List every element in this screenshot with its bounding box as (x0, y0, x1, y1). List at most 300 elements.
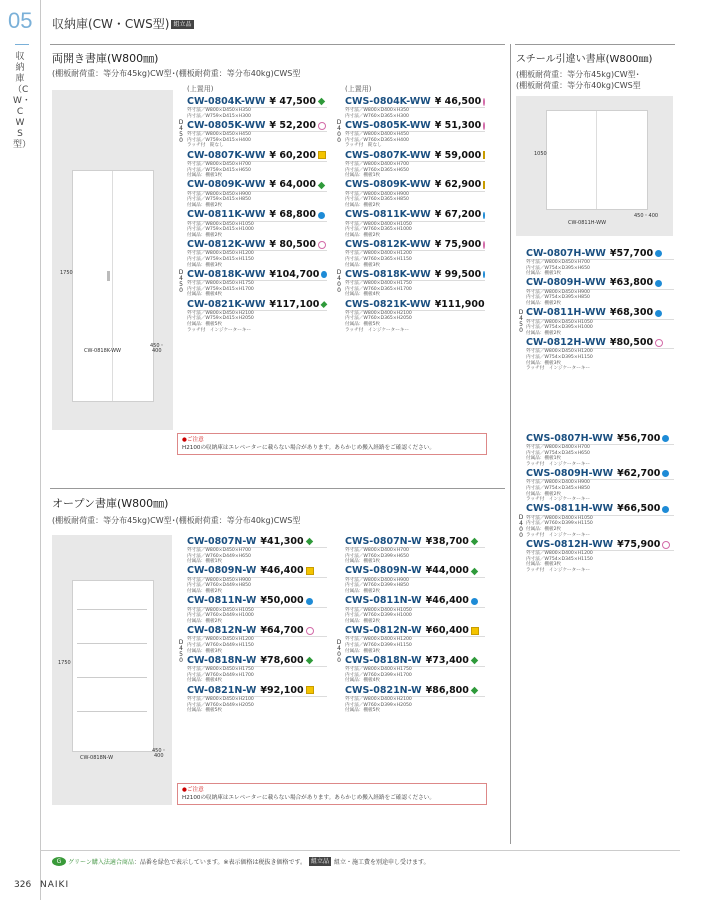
product-entry (526, 248, 674, 277)
product-model: CWS-0821N-W (345, 684, 422, 696)
product-model: CWS-0821K-WW (345, 298, 431, 310)
product-model: CW-0812N-W (187, 625, 257, 637)
circle-mark-icon (321, 271, 327, 278)
product-entry (345, 655, 485, 684)
product-entry (345, 150, 485, 179)
product-entry (345, 299, 485, 333)
product-spec-line: ラッチ付 錠なし (187, 143, 224, 149)
product-spec-line: 外寸法／W800×D400×H1200 (345, 637, 412, 643)
product-spec-line: 内寸法／W760×D365×H2050 (345, 316, 412, 322)
product-spec-line: 内寸法／W760×D399×H2050 (345, 702, 412, 708)
product-header (345, 239, 485, 251)
product-spec-line: ラッチ付 インジケーターキー (526, 532, 591, 538)
footer-note (52, 857, 430, 866)
sec3-rule (515, 44, 675, 45)
product-model: CW-0807K-WW (187, 149, 266, 161)
product-model: CW-0812K-WW (187, 239, 266, 251)
product-header (187, 239, 327, 251)
side-accent-bar (15, 44, 29, 45)
product-header (187, 299, 327, 311)
product-spec-line: 付属品：棚板5枚 (345, 322, 381, 328)
product-header (526, 433, 674, 445)
product-entry (187, 210, 327, 239)
product-spec-line: ラッチ付 錠なし (345, 143, 382, 149)
ring-mark-icon (483, 241, 485, 249)
product-price: ¥ 51,300 (434, 119, 482, 131)
product-model: CWS-0811K-WW (345, 209, 431, 221)
product-spec-line: 外寸法／W800×D450×H450 (187, 132, 251, 138)
product-model: CW-0804K-WW (187, 95, 266, 107)
product-header (345, 269, 485, 281)
product-spec-line: 外寸法／W800×D450×H700 (526, 260, 590, 265)
product-spec-line: 付属品：棚板2枚 (187, 618, 223, 624)
product-price: ¥64,700 (260, 625, 304, 637)
sec2-subtitle: (棚板耐荷重：等分布45kg)CW型･(棚板耐荷重：等分布40kg)CWS型 (52, 516, 301, 525)
product-price: ¥46,400 (425, 595, 469, 607)
product-model: CWS-0807H-WW (526, 432, 614, 444)
product-spec-line: 内寸法／W760×D399×H850 (345, 583, 409, 589)
product-price: ¥ 64,000 (269, 179, 316, 191)
product-spec-line: 内寸法／W760×D365×H850 (345, 197, 409, 203)
page-number: 326 (14, 880, 32, 890)
product-header (345, 625, 485, 637)
product-spec-line: 内寸法／W759×D415×H1150 (187, 256, 254, 262)
product-spec-line: 付属品：棚板2枚 (526, 491, 562, 497)
product-model: CWS-0804K-WW (345, 95, 431, 107)
product-model: CWS-0809N-W (345, 565, 422, 577)
product-spec-line: 内寸法／W760×D399×H1150 (526, 521, 593, 527)
diamond-mark-icon (318, 98, 325, 105)
product-model: CW-0809K-WW (187, 179, 266, 191)
product-header (345, 685, 485, 697)
product-model: CW-0811H-WW (526, 307, 606, 319)
product-entry (187, 150, 327, 179)
product-price: ¥92,100 (260, 684, 304, 696)
product-entry (526, 504, 674, 538)
sec3-title: スチール引違い書庫(W800㎜) (516, 54, 653, 65)
product-spec-line: 内寸法／W754×D395×H850 (526, 295, 590, 301)
product-header (345, 566, 485, 578)
product-model: CW-0807N-W (187, 535, 257, 547)
product-spec-line: 内寸法／W754×D395×H1000 (526, 325, 593, 331)
product-spec-line: 付属品：棚板1枚 (187, 559, 223, 565)
product-spec-line: 外寸法／W800×D400×H450 (345, 132, 409, 138)
square-mark-icon (306, 567, 314, 575)
product-spec-line: 外寸法／W800×D400×H1200 (526, 551, 593, 557)
product-model: CWS-0807K-WW (345, 149, 431, 161)
product-price: ¥78,600 (260, 654, 304, 666)
product-header (345, 210, 485, 222)
product-spec-line: 内寸法／W760×D449×H2050 (187, 702, 254, 708)
sec2-depth-dim-2: 400 (154, 753, 164, 759)
product-spec-line: 外寸法／W800×D400×H2100 (345, 696, 412, 702)
circle-mark-icon (662, 470, 669, 477)
product-entry (345, 239, 485, 268)
circle-mark-icon (662, 435, 669, 442)
product-header (187, 269, 327, 281)
product-spec-line: 付属品：棚板5枚 (187, 322, 223, 328)
sec3-image-model: CW-0811H-WW (568, 220, 607, 226)
product-price: ¥ 47,500 (269, 95, 316, 107)
product-spec-line: 付属品：棚板2枚 (345, 232, 381, 238)
product-entry (526, 468, 674, 502)
product-price: ¥60,400 (425, 625, 469, 637)
sec1-col2-depth-mid: D 4 0 0 (336, 269, 342, 294)
product-entry (187, 269, 327, 298)
sec3-product-image (516, 96, 673, 236)
product-spec-line: 外寸法／W800×D450×H900 (187, 191, 251, 197)
product-spec-line: 内寸法／W754×D395×H650 (526, 265, 590, 271)
sec3-subtitle-2: (棚板耐荷重：等分布40kg)CWS型 (516, 81, 641, 90)
product-spec-line: 付属品：棚板3枚 (526, 360, 562, 366)
product-spec-line: 内寸法／W760×D365×H300 (345, 113, 409, 119)
product-price: ¥ 59,000 (434, 149, 482, 161)
product-entry (187, 655, 327, 684)
assembly-text: 組立・施工費を別途申し受けます。 (333, 859, 430, 866)
product-entry (345, 596, 485, 625)
product-spec-line: 外寸法／W800×D400×H1050 (345, 221, 412, 227)
product-spec-line: 外寸法／W800×D450×H1750 (187, 281, 254, 287)
right-column-rule (510, 44, 511, 844)
product-spec-line: 付属品：棚板3枚 (187, 262, 223, 268)
product-model: CW-0811N-W (187, 595, 257, 607)
product-spec-line: 外寸法／W800×D400×H350 (345, 108, 409, 113)
product-header (526, 248, 674, 260)
product-spec-line: 外寸法／W800×D450×H900 (526, 289, 590, 295)
sec1-note-title: ●ご注意 (182, 437, 204, 443)
sec1-col2-list (345, 96, 485, 334)
product-header (345, 536, 485, 548)
product-price: ¥ 99,500 (434, 268, 482, 280)
product-spec-line: ラッチ付 インジケーターキー (526, 366, 591, 372)
green-label: グリーン購入法適合商品 (68, 859, 134, 866)
product-spec-line: 内寸法／W759×D415×H2050 (187, 316, 254, 322)
product-header (526, 539, 674, 551)
product-spec-line: 外寸法／W800×D450×H1750 (187, 667, 254, 673)
product-spec-line: 内寸法／W760×D365×H1150 (345, 256, 412, 262)
sec2-col2-depth: D 4 0 0 (336, 639, 342, 664)
product-spec-line: 内寸法／W760×D399×H1150 (345, 642, 412, 648)
product-header (345, 299, 485, 311)
product-header (187, 625, 327, 637)
product-price: ¥46,400 (260, 565, 304, 577)
product-spec-line: 外寸法／W800×D450×H1200 (187, 251, 254, 257)
sec1-col1-head: (上置用) (187, 85, 214, 93)
product-model: CW-0805K-WW (187, 119, 266, 131)
sec1-depth-dim-1: 450・ (150, 343, 165, 349)
product-spec-line: 内寸法／W760×D399×H650 (345, 553, 409, 559)
product-spec-line: 外寸法／W800×D400×H900 (526, 480, 590, 486)
product-model: CWS-0811N-W (345, 595, 422, 607)
product-header (526, 278, 674, 290)
product-spec-line: 外寸法／W800×D450×H700 (187, 548, 251, 553)
product-price: ¥86,800 (425, 684, 469, 696)
product-entry (345, 180, 485, 209)
sec2-col1-list (187, 536, 327, 715)
assembly-badge: 組立品 (173, 21, 192, 28)
product-entry (345, 685, 485, 714)
product-spec-line: 外寸法／W800×D450×H1200 (187, 637, 254, 643)
product-spec-line: 付属品：棚板2枚 (187, 588, 223, 594)
sec2-note-text: H2100の収納庫はエレベーターに載らない場合があります。あらかじめ搬入経路をご確認ください。 (182, 795, 435, 801)
product-spec-line: 外寸法／W800×D400×H1050 (526, 515, 593, 521)
ring-mark-icon (318, 122, 326, 130)
green-mark-icon: G (52, 857, 66, 866)
product-entry (187, 536, 327, 565)
product-header (187, 180, 327, 192)
product-spec-line: 内寸法／W759×D415×H1000 (187, 227, 254, 233)
sec1-title: 両開き書庫(W800㎜) (52, 52, 159, 65)
product-price: ¥73,400 (425, 654, 469, 666)
product-entry (526, 278, 674, 307)
product-spec-line: 内寸法／W760×D449×H1000 (187, 613, 254, 619)
diamond-mark-icon (471, 687, 478, 694)
product-model: CW-0812H-WW (526, 337, 606, 349)
product-header (187, 566, 327, 578)
product-spec-line: 内寸法／W760×D449×H1150 (187, 642, 254, 648)
diamond-mark-icon (305, 538, 312, 545)
chapter-number: 05 (8, 8, 33, 33)
green-text: ：品番を緑色で表示しています。※表示価格は税抜き価格です。 (133, 859, 306, 866)
product-spec-line: 外寸法／W800×D450×H1050 (526, 319, 593, 325)
product-spec-line: 付属品：棚板2枚 (526, 300, 562, 306)
product-spec-line: 外寸法／W800×D450×H1200 (526, 349, 593, 355)
product-spec-line: 外寸法／W800×D400×H1750 (345, 281, 412, 287)
product-model: CW-0809H-WW (526, 277, 606, 289)
product-spec-line: 付属品：棚板1枚 (187, 173, 223, 179)
circle-mark-icon (471, 598, 478, 605)
product-spec-line: 外寸法／W800×D400×H1200 (345, 251, 412, 257)
square-mark-icon (483, 181, 485, 189)
product-model: CW-0821K-WW (187, 298, 266, 310)
product-price: ¥80,500 (609, 337, 654, 349)
product-entry (345, 566, 485, 595)
product-spec-line: ラッチ付 インジケーターキー (526, 567, 591, 573)
product-spec-line: 付属品：棚板1枚 (526, 456, 562, 462)
sec3-colA-depth: D 4 5 0 (518, 309, 524, 334)
product-entry (526, 539, 674, 573)
product-spec-line: 付属品：棚板2枚 (345, 202, 381, 208)
product-entry (345, 96, 485, 119)
product-header (345, 150, 485, 162)
circle-mark-icon (662, 506, 669, 513)
product-entry (345, 269, 485, 298)
circle-mark-icon (483, 271, 485, 278)
product-spec-line: ラッチ付 インジケーターキー (187, 327, 252, 333)
product-entry (187, 180, 327, 209)
sec3-subtitle-1: (棚板耐荷重：等分布45kg)CW型･ (516, 70, 640, 79)
diamond-mark-icon (471, 568, 478, 575)
product-entry (345, 625, 485, 654)
product-spec-line: 内寸法／W754×D345×H1150 (526, 556, 593, 562)
chapter-title (52, 15, 194, 32)
product-model: CWS-0809H-WW (526, 468, 614, 480)
product-header (187, 536, 327, 548)
product-spec-line: 外寸法／W800×D400×H700 (526, 445, 590, 450)
product-price: ¥ 75,900 (434, 239, 482, 251)
product-price: ¥104,700 (269, 268, 320, 280)
chapter-title-text: 収納庫(CW・CWS型) (52, 17, 170, 31)
product-price: ¥117,100 (269, 298, 320, 310)
sec1-col1-depth-top: D 4 5 0 (178, 119, 184, 144)
circle-mark-icon (655, 250, 662, 257)
product-header (526, 308, 674, 320)
ring-mark-icon (662, 541, 670, 549)
diamond-mark-icon (485, 303, 489, 307)
product-spec-line: 内寸法／W754×D395×H1150 (526, 354, 593, 360)
double-door-cabinet-drawing (72, 170, 154, 402)
product-entry (526, 433, 674, 467)
product-price: ¥ 60,200 (269, 149, 316, 161)
product-spec-line: 内寸法／W759×D415×H400 (187, 137, 251, 143)
sec1-note-text: H2100の収納庫はエレベーターに載らない場合があります。あらかじめ搬入経路をご確認ください。 (182, 445, 435, 451)
product-spec-line: 内寸法／W760×D449×H1700 (187, 672, 254, 678)
product-spec-line: 付属品：棚板4枚 (345, 678, 381, 684)
diamond-mark-icon (471, 538, 478, 545)
product-model: CW-0811K-WW (187, 209, 266, 221)
product-model: CW-0807H-WW (526, 247, 606, 259)
product-price: ¥ 46,500 (434, 95, 482, 107)
product-header (187, 150, 327, 162)
product-model: CW-0809N-W (187, 565, 257, 577)
product-spec-line: 外寸法／W800×D400×H1750 (345, 667, 412, 673)
product-model: CW-0821N-W (187, 684, 257, 696)
product-price: ¥ 68,800 (269, 209, 316, 221)
product-spec-line: 外寸法／W800×D450×H700 (187, 161, 251, 167)
product-spec-line: 外寸法／W800×D400×H2100 (345, 310, 412, 316)
product-spec-line: 付属品：棚板4枚 (187, 678, 223, 684)
product-price: ¥57,700 (609, 247, 654, 259)
product-spec-line: 外寸法／W800×D450×H2100 (187, 310, 254, 316)
product-price: ¥44,000 (425, 565, 469, 577)
product-model: CWS-0809K-WW (345, 179, 431, 191)
sec2-note (177, 783, 487, 805)
circle-mark-icon (655, 310, 662, 317)
product-spec-line: 付属品：棚板4枚 (345, 292, 381, 298)
product-spec-line: 内寸法／W760×D365×H400 (345, 137, 409, 143)
product-entry (187, 239, 327, 268)
product-spec-line: 内寸法／W759×D415×H1700 (187, 286, 254, 292)
sec1-col1-list (187, 96, 327, 334)
sec2-height-dim: 1750 (58, 660, 71, 666)
product-price: ¥50,000 (260, 595, 304, 607)
product-header (187, 685, 327, 697)
ring-mark-icon (483, 98, 485, 106)
footer-rule (40, 850, 680, 851)
product-header (526, 504, 674, 516)
sec1-col2-head: (上置用) (345, 85, 372, 93)
product-spec-line: 内寸法／W760×D399×H1700 (345, 672, 412, 678)
product-price: ¥38,700 (425, 535, 469, 547)
product-spec-line: 外寸法／W800×D400×H1050 (345, 607, 412, 613)
product-entry (345, 120, 485, 149)
ring-mark-icon (306, 627, 314, 635)
product-header (345, 120, 485, 132)
product-spec-line: 付属品：棚板3枚 (345, 648, 381, 654)
product-price: ¥41,300 (260, 535, 304, 547)
sec1-image-model: CW-0818K-WW (84, 348, 122, 354)
sec2-rule (50, 488, 505, 489)
left-margin-rule (40, 0, 41, 900)
product-spec-line: 付属品：棚板2枚 (345, 588, 381, 594)
product-entry (345, 210, 485, 239)
sec3-colB-depth: D 4 0 0 (518, 514, 524, 539)
sec3-depth-dim: 450・400 (634, 213, 659, 219)
footer-assembly-badge: 組立品 (310, 858, 329, 865)
diamond-mark-icon (321, 301, 328, 308)
product-spec-line: 外寸法／W800×D450×H350 (187, 108, 251, 113)
product-spec-line: ラッチ付 インジケーターキー (345, 327, 410, 333)
product-spec-line: 付属品：棚板3枚 (345, 262, 381, 268)
product-price: ¥75,900 (617, 538, 661, 550)
sec1-subtitle: (棚板耐荷重：等分布45kg)CW型･(棚板耐荷重：等分布40kg)CWS型 (52, 69, 301, 78)
diamond-mark-icon (305, 657, 312, 664)
product-spec-line: 内寸法／W760×D365×H650 (345, 167, 409, 173)
product-spec-line: 内寸法／W754×D345×H850 (526, 485, 590, 491)
sec2-product-image (52, 535, 172, 805)
product-entry (187, 120, 327, 149)
sec2-note-title: ●ご注意 (182, 787, 204, 793)
product-spec-line: 内寸法／W759×D415×H850 (187, 197, 251, 203)
sec2-col1-depth: D 4 5 0 (178, 639, 184, 664)
product-header (187, 120, 327, 132)
product-spec-line: 内寸法／W760×D449×H650 (187, 553, 251, 559)
product-header (187, 596, 327, 608)
product-spec-line: 内寸法／W760×D449×H850 (187, 583, 251, 589)
product-spec-line: 外寸法／W800×D400×H900 (345, 191, 409, 197)
product-spec-line: 付属品：棚板2枚 (526, 526, 562, 532)
product-spec-line: 内寸法／W759×D415×H300 (187, 113, 251, 119)
product-spec-line: 付属品：棚板5枚 (187, 708, 223, 714)
product-entry (526, 337, 674, 371)
diamond-mark-icon (318, 182, 325, 189)
product-price: ¥63,800 (609, 277, 654, 289)
product-entry (187, 299, 327, 333)
open-shelf-drawing (72, 580, 154, 752)
product-header (345, 96, 485, 108)
product-spec-line: 内寸法／W760×D365×H1700 (345, 286, 412, 292)
product-entry (187, 96, 327, 119)
product-model: CWS-0805K-WW (345, 119, 431, 131)
product-header (187, 96, 327, 108)
sec3-height-dim: 1050 (534, 151, 547, 157)
ring-mark-icon (483, 122, 485, 130)
product-spec-line: 付属品：棚板3枚 (526, 562, 562, 568)
product-spec-line: ラッチ付 インジケーターキー (526, 461, 591, 467)
product-entry (526, 308, 674, 337)
product-price: ¥ 62,900 (434, 179, 482, 191)
product-header (187, 210, 327, 222)
side-index-label: 収納庫（CW・CWS型） (13, 52, 32, 150)
product-spec-line: 内寸法／W759×D415×H650 (187, 167, 251, 173)
product-price: ¥62,700 (617, 468, 661, 480)
product-header (526, 337, 674, 349)
sec3-colB-list (526, 433, 674, 575)
product-price: ¥68,300 (609, 307, 654, 319)
product-spec-line: 付属品：棚板2枚 (187, 202, 223, 208)
product-model: CWS-0812K-WW (345, 239, 431, 251)
product-spec-line: 内寸法／W760×D399×H1000 (345, 613, 412, 619)
product-model: CWS-0811H-WW (526, 503, 614, 515)
product-spec-line: 内寸法／W760×D365×H1000 (345, 227, 412, 233)
product-header (526, 468, 674, 480)
product-price: ¥56,700 (617, 432, 661, 444)
product-entry (187, 566, 327, 595)
product-spec-line: 付属品：棚板4枚 (187, 292, 223, 298)
sec2-col2-list (345, 536, 485, 715)
product-header (187, 655, 327, 667)
product-spec-line: 外寸法／W800×D400×H900 (345, 577, 409, 583)
